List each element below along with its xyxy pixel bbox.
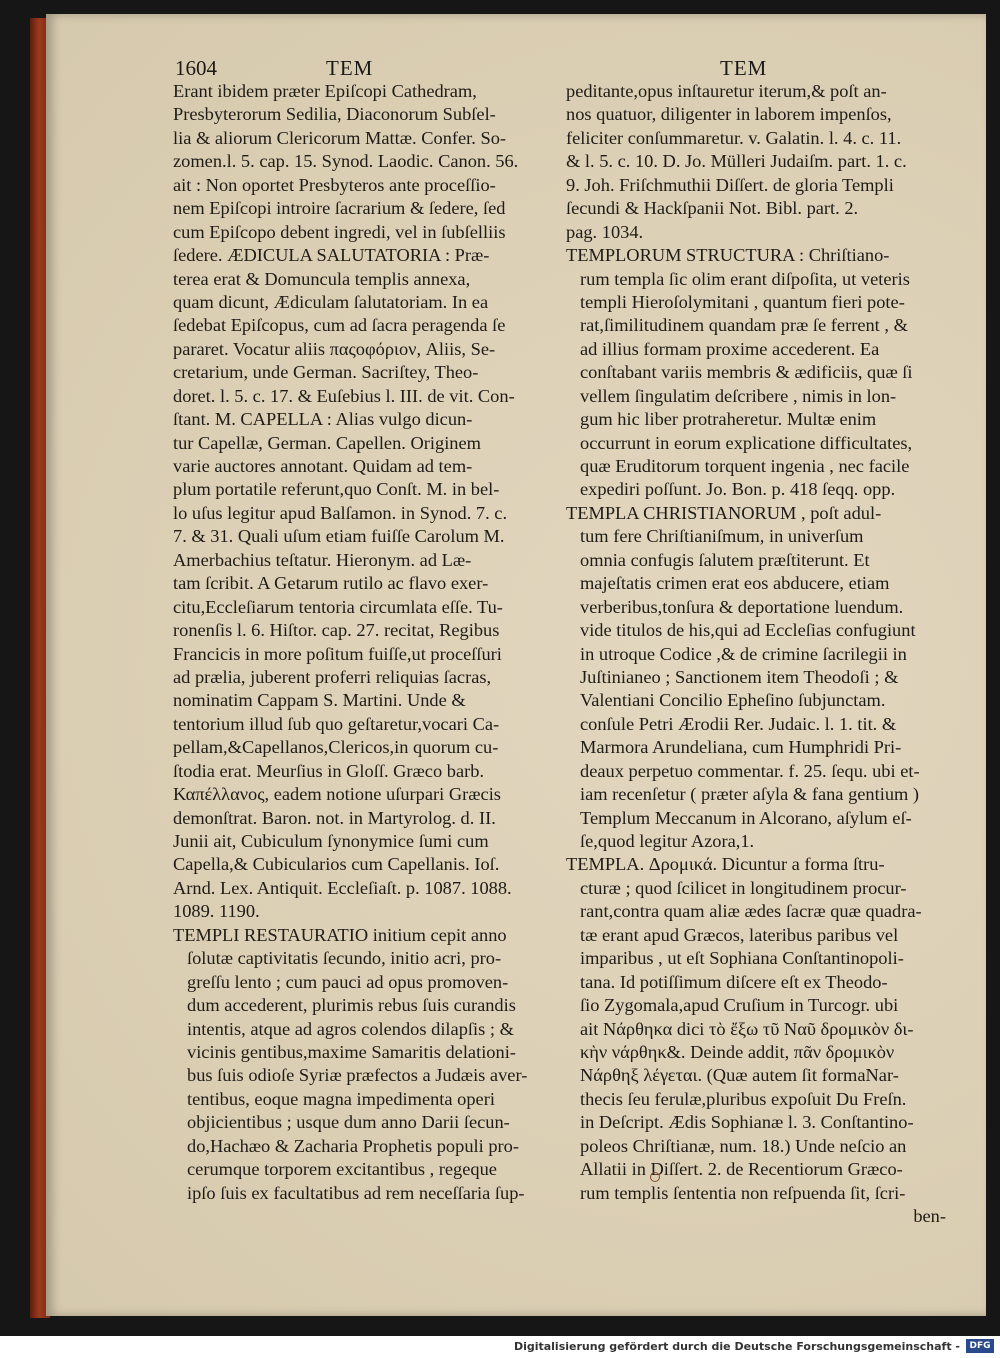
left-column-line: terea erat & Domuncula templis annexa, xyxy=(173,268,471,289)
left-column-line: Amerbachius teſtatur. Hieronym. ad Læ- xyxy=(173,549,472,570)
right-column-line: tæ erant apud Græcos, lateribus paribus vel xyxy=(580,924,899,945)
left-column-line: ſolutæ captivitatis ſecundo, initio acri, pro- xyxy=(187,948,502,969)
right-column-line: vide titulos de his,qui ad Eccleſias confugiunt xyxy=(580,620,916,641)
left-column-line: plum portatile referunt,quo Conſt. M. in bel- xyxy=(173,479,500,500)
left-column-line: greſſu lento ; cum pauci ad opus promoven- xyxy=(187,971,509,992)
right-column-line: TEMPLA. Δρομικά. Dicuntur a forma ſtru- xyxy=(566,854,885,875)
left-column-line: ipſo ſuis ex facultatibus ad rem neceſſaria ſup- xyxy=(187,1182,525,1203)
right-column-line: in utroque Codice ,& de crimine ſacrilegii in xyxy=(580,643,907,664)
left-column-line: Junii ait, Cubiculum ſynonymice ſumi cum xyxy=(173,831,489,851)
right-column-line: vellem ſingulatim deſcribere , nimis in lon- xyxy=(580,385,897,406)
left-column-line: Capella,& Cubicularios cum Capellanis. Ioſ. xyxy=(173,854,500,875)
right-column-line: 9. Joh. Friſchmuthii Diſſert. de gloria Templi xyxy=(566,174,894,195)
left-column-line: ſedere. ÆDICULA SALUTATORIA : Præ- xyxy=(173,245,490,266)
left-column-line: ait : Non oportet Presbyteros ante proceſſio- xyxy=(173,174,496,195)
right-column-line: majeſtatis crimen erat eos abducere, etiam xyxy=(580,573,890,594)
dfg-logo: DFG xyxy=(966,1339,994,1353)
left-column-line: cum Epiſcopo debent ingredi, vel in ſubſelliis xyxy=(173,221,506,242)
left-column-line: vicinis gentibus,maxime Samaritis delationi- xyxy=(187,1041,516,1062)
right-column-line: ſecundi & Hackſpanii Not. Bibl. part. 2. xyxy=(566,198,859,219)
left-column-line: doret. l. 5. c. 17. & Euſebius l. III. de vit. Con- xyxy=(173,385,515,406)
left-column-line: Erant ibidem præter Epiſcopi Cathedram, xyxy=(173,81,477,101)
right-column-line: expediri poſſunt. Jo. Bon. p. 418 ſeqq. opp. xyxy=(580,479,896,500)
left-column-line: 1089. 1190. xyxy=(173,901,260,922)
left-column-line: tentorium illud ſub quo geſtaretur,vocari Ca- xyxy=(173,713,500,734)
right-column-line: in Deſcript. Ædis Sophianæ l. 3. Conſtantino- xyxy=(580,1112,914,1133)
right-column-line: TEMPLA CHRISTIANORUM , poſt adul- xyxy=(566,502,882,523)
left-column-line: cretarium, unde German. Sacriſtey, Theo- xyxy=(173,362,479,383)
right-column-line: & l. 5. c. 10. D. Jo. Mülleri Judaiſm. part. 1. c. xyxy=(566,151,907,172)
right-column-line: Juſtinianeo ; Sanctionem item Theodoſi ; & xyxy=(580,666,899,687)
right-column-line: deaux perpetuo commentar. f. 25. ſequ. ubi et- xyxy=(580,760,920,781)
left-column-line: pellam,&Capellanos,Clericos,in quorum cu- xyxy=(173,737,499,758)
text-column-left xyxy=(173,80,558,1205)
left-column-line: nominatim Cappam S. Martini. Unde & xyxy=(173,690,466,711)
right-column-line: verberibus,tonſura & deportatione luendum. xyxy=(580,596,904,617)
right-column-line: omnia confugis ſalutem præſtiterunt. Et xyxy=(580,549,870,570)
right-column-line: rant,contra quam aliæ ædes ſacræ quæ quadra- xyxy=(580,901,922,922)
left-column-line: tur Capellæ, German. Capellen. Originem xyxy=(173,432,481,453)
right-column-line: imparibus , ut eſt Sophiana Conſtantinopoli- xyxy=(580,948,904,969)
left-column-line: Francicis in more poſitum fuiſſe,ut proceſſuri xyxy=(173,643,502,664)
right-column-line: ben- xyxy=(913,1206,946,1226)
left-column-line: demonſtrat. Baron. not. in Martyrolog. d. II. xyxy=(173,807,496,828)
left-column-line: tentibus, eoque magna impedimenta operi xyxy=(187,1088,495,1109)
right-column-line: Marmora Arundeliana, cum Humphridi Pri- xyxy=(580,737,902,758)
left-column-line: zomen.l. 5. cap. 15. Synod. Laodic. Canon. 56. xyxy=(173,151,519,172)
right-column-line: nos quatuor, diligenter in laborem impenſos, xyxy=(566,104,892,125)
right-column-line: quæ Eruditorum torquent ingenia , nec facile xyxy=(580,456,910,476)
left-column-line: lo uſus legitur apud Balſamon. in Synod. 7. c. xyxy=(173,502,508,523)
right-column-line: cturæ ; quod ſcilicet in longitudinem procur- xyxy=(580,877,907,898)
left-column-line: ad prælia, juberent proferri reliquias ſacras, xyxy=(173,666,492,687)
left-column-line: cerumque torporem excitantibus , regeque xyxy=(187,1159,497,1180)
right-column-line: Νάρθηξ λέγεται. (Quæ autem ſit formaNar- xyxy=(580,1065,899,1086)
left-column-line: quam dicunt, Ædiculam ſalutatoriam. In ea xyxy=(173,291,489,312)
left-column-line: Arnd. Lex. Antiquit. Eccleſiaſt. p. 1087. 1088. xyxy=(173,877,512,898)
left-column-line: ſtodia erat. Meurſius in Gloſſ. Græco barb. xyxy=(173,760,485,781)
right-column-line: Valentiani Concilio Epheſino ſubjunctam. xyxy=(580,690,886,711)
left-column-line: ſedebat Epiſcopus, cum ad ſacra peragenda ſe xyxy=(173,315,506,336)
left-column-line: ronenſis l. 6. Hiſtor. cap. 27. recitat, Regibus xyxy=(173,620,500,641)
right-column-line: Templum Meccanum in Alcorano, aſylum eſ- xyxy=(580,807,912,828)
left-column-line: pararet. Vocatur aliis παςοφόριον, Aliis, Se- xyxy=(173,338,496,359)
left-column-line: objicientibus ; usque dum anno Darii ſecun- xyxy=(187,1112,510,1133)
left-column-line: citu,Eccleſiarum tentoria circumlata eſſe. Tu- xyxy=(173,596,503,617)
left-column-line: Καπέλλανος, eadem notione uſurpari Græcis xyxy=(173,784,501,805)
footer-bar xyxy=(0,1336,1000,1358)
right-column-line: ſe,quod legitur Azora,1. xyxy=(580,831,755,851)
left-column-line: ſtant. M. CAPELLA : Alias vulgo dicun- xyxy=(173,409,473,430)
right-column-line: occurrunt in eorum explicatione difficultates, xyxy=(580,432,913,453)
right-column-line: pag. 1034. xyxy=(566,221,644,242)
right-column-line: conſule Petri Ærodii Rer. Judaic. l. 1. tit. & xyxy=(580,713,897,734)
left-column-line: nem Epiſcopi introire ſacrarium & ſedere, ſed xyxy=(173,198,506,219)
right-column-line: conſtabant variis membris & ædificiis, quæ ſi xyxy=(580,362,913,383)
left-column-line: TEMPLI RESTAURATIO initium cepit anno xyxy=(173,924,507,945)
right-column-line: Allatii in Diſſert. 2. de Recentiorum Græco- xyxy=(580,1159,903,1180)
left-column-line: tam ſcribit. A Getarum rutilo ac flavo exer- xyxy=(173,573,489,594)
right-column-line: feliciter conſummaretur. v. Galatin. l. 4. c. 11. xyxy=(566,127,902,148)
running-head-right: TEM xyxy=(720,56,768,80)
right-column-line: peditante,opus inſtauretur iterum,& poſt an- xyxy=(566,81,887,101)
right-column-line: rat,ſimilitudinem quandam præ ſe ferrent , & xyxy=(580,315,908,336)
right-column-line: ſio Zygomala,apud Cruſium in Turcogr. ubi xyxy=(580,995,899,1016)
page-number: 1604 xyxy=(175,56,217,80)
left-column-line: Presbyterorum Sedilia, Diaconorum Subſel- xyxy=(173,104,496,125)
right-column-line: ait Νάρθηκα dici τὸ ἔξω τῦ Ναῦ δρομικὸν δι- xyxy=(580,1018,914,1039)
right-column-line: κὴν νάρθηκ&. Deinde addit, πᾶν δρομικὸν xyxy=(580,1041,895,1062)
text-column-right xyxy=(566,80,946,1228)
right-column-line: thecis ſeu ferulæ,pluribus expoſuit Du Freſn. xyxy=(580,1088,907,1109)
right-column-line: tana. Id potiſſimum diſcere eſt ex Theodo- xyxy=(580,971,888,992)
right-column-line: poleos Chriſtianæ, num. 18.) Unde neſcio an xyxy=(580,1135,907,1156)
right-column-line: templi Hieroſolymitani , quantum fieri pote- xyxy=(580,291,905,312)
right-column-line: gum hic liber protraheretur. Multæ enim xyxy=(580,409,877,430)
left-column-line: bus ſuis odioſe Syriæ præfectos a Judæis aver- xyxy=(187,1065,528,1086)
right-column-line: rum templa ſic olim erant diſpoſita, ut veteris xyxy=(580,268,910,289)
left-column-line: intentis, atque ad agros colendos dilapſis ; & xyxy=(187,1018,514,1039)
ink-mark xyxy=(650,1172,660,1182)
left-column-line: lia & aliorum Clericorum Mattæ. Confer. So- xyxy=(173,127,507,148)
right-column-line: TEMPLORUM STRUCTURA : Chriſtiano- xyxy=(566,245,890,266)
left-column-line: varie auctores annotant. Quidam ad tem- xyxy=(173,456,473,476)
right-column-line: iam recenſetur ( præter aſyla & fana gentium ) xyxy=(580,784,920,805)
left-column-line: 7. & 31. Quali uſum etiam fuiſſe Carolum M. xyxy=(173,526,505,547)
right-column-line: ad illius formam proxime accederent. Ea xyxy=(580,338,880,359)
footer-credit: Digitalisierung gefördert durch die Deutsche Forschungsgemeinschaft - xyxy=(513,1340,960,1353)
right-column-line: rum templis ſententia non reſpuenda ſit, ſcri- xyxy=(580,1182,906,1203)
left-column-line: do,Hachæo & Zacharia Prophetis populi pro- xyxy=(187,1135,519,1156)
left-column-line: dum accederent, plurimis rebus ſuis curandis xyxy=(187,995,516,1016)
right-column-line: tum fere Chriſtianiſmum, in univerſum xyxy=(580,526,864,547)
running-head-left: TEM xyxy=(326,56,374,80)
